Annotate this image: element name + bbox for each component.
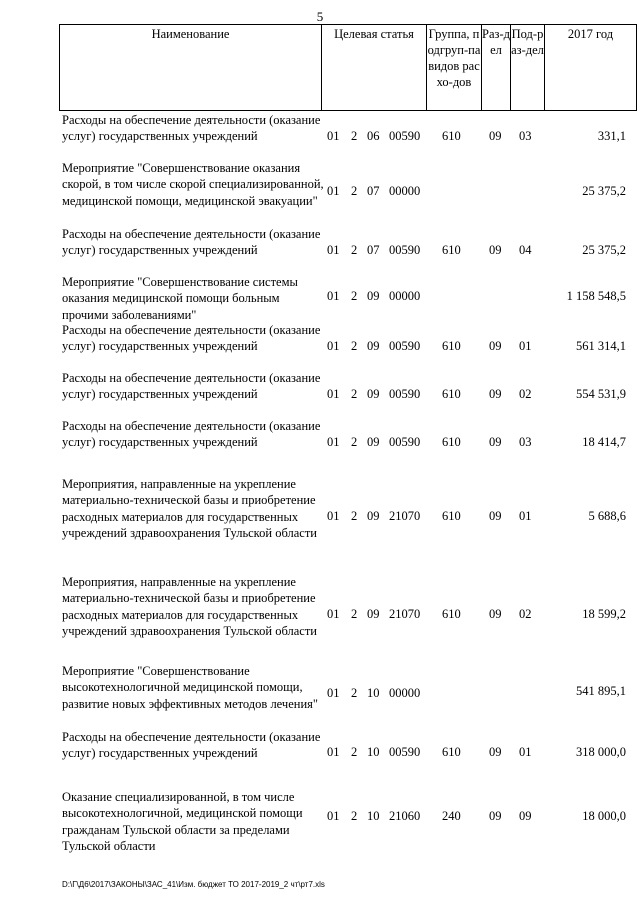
row-name: Расходы на обеспечение деятельности (оказание услуг) государственных учреждений — [62, 227, 321, 258]
row-name: Расходы на обеспечение деятельности (оказание услуг) государственных учреждений — [62, 323, 321, 354]
row-code-d: 21070 — [389, 509, 421, 523]
row-code-d: 00000 — [389, 184, 421, 198]
row-section: 09 — [489, 129, 502, 143]
row-amount: 18 414,7 — [582, 435, 626, 449]
row-code-b: 2 — [351, 387, 358, 401]
row-code-b: 2 — [351, 289, 358, 303]
row-section: 09 — [489, 509, 502, 523]
row-code-c: 10 — [367, 809, 380, 823]
header-group: Группа, подгруп-па видов расхо-дов — [427, 27, 481, 89]
row-amount: 18 599,2 — [582, 607, 626, 621]
row-code-a: 01 — [327, 129, 340, 143]
row-section: 09 — [489, 745, 502, 759]
row-amount: 1 158 548,5 — [566, 289, 626, 303]
row-name: Мероприятие "Совершенствование высокотехнологичной медицинской помощи, развитие новых эффективных методов лечения" — [62, 664, 318, 711]
row-code-c: 09 — [367, 387, 380, 401]
row-code-b: 2 — [351, 243, 358, 257]
header-name: Наименование — [151, 27, 230, 41]
row-code-b: 2 — [351, 686, 358, 700]
row-group: 610 — [442, 387, 461, 401]
row-code-d: 00590 — [389, 435, 421, 449]
row-code-a: 01 — [327, 184, 340, 198]
row-subsection: 04 — [519, 243, 532, 257]
row-subsection: 09 — [519, 809, 532, 823]
row-amount: 5 688,6 — [588, 509, 626, 523]
row-code-a: 01 — [327, 809, 340, 823]
row-name: Мероприятие "Совершенствование системы оказания медицинской помощи больным прочими заболеваниями" — [62, 275, 298, 322]
row-code-d: 00590 — [389, 387, 421, 401]
row-code-a: 01 — [327, 289, 340, 303]
row-subsection: 02 — [519, 387, 532, 401]
row-amount: 18 000,0 — [582, 809, 626, 823]
row-code-c: 07 — [367, 243, 380, 257]
page-number: 5 — [316, 9, 324, 24]
row-code-c: 09 — [367, 339, 380, 353]
row-group: 240 — [442, 809, 461, 823]
row-name: Мероприятия, направленные на укрепление материально-технической базы и приобретение расходных материалов для государственных учреждений здравоохранения Тульской области — [62, 477, 317, 540]
row-subsection: 01 — [519, 745, 532, 759]
row-code-d: 00000 — [389, 686, 421, 700]
row-code-a: 01 — [327, 607, 340, 621]
row-code-a: 01 — [327, 243, 340, 257]
row-group: 610 — [442, 339, 461, 353]
row-amount: 561 314,1 — [576, 339, 626, 353]
row-section: 09 — [489, 339, 502, 353]
row-code-b: 2 — [351, 184, 358, 198]
row-code-b: 2 — [351, 129, 358, 143]
header-section: Раз-дел — [482, 27, 510, 57]
row-name: Расходы на обеспечение деятельности (оказание услуг) государственных учреждений — [62, 113, 321, 144]
row-group: 610 — [442, 509, 461, 523]
row-code-a: 01 — [327, 686, 340, 700]
row-code-a: 01 — [327, 387, 340, 401]
row-section: 09 — [489, 243, 502, 257]
row-name: Расходы на обеспечение деятельности (оказание услуг) государственных учреждений — [62, 371, 321, 402]
row-name: Расходы на обеспечение деятельности (оказание услуг) государственных учреждений — [62, 419, 321, 450]
row-group: 610 — [442, 607, 461, 621]
row-amount: 331,1 — [597, 129, 626, 143]
row-code-b: 2 — [351, 509, 358, 523]
row-code-c: 06 — [367, 129, 380, 143]
row-name: Расходы на обеспечение деятельности (оказание услуг) государственных учреждений — [62, 730, 321, 761]
row-subsection: 01 — [519, 339, 532, 353]
row-amount: 318 000,0 — [576, 745, 626, 759]
file-path-footer: D:\Г\Д6\2017\ЗАКОНЫ\ЗАС_41\Изм. бюджет ТО 2017-2019_2 чт\рт7.xls — [62, 880, 325, 889]
row-code-b: 2 — [351, 435, 358, 449]
row-code-d: 00590 — [389, 339, 421, 353]
row-group: 610 — [442, 243, 461, 257]
row-subsection: 01 — [519, 509, 532, 523]
row-code-c: 07 — [367, 184, 380, 198]
header-bottom-border — [59, 110, 637, 111]
col-divider — [636, 24, 637, 111]
row-amount: 541 895,1 — [576, 684, 626, 698]
row-amount: 25 375,2 — [582, 243, 626, 257]
row-code-c: 09 — [367, 435, 380, 449]
row-section: 09 — [489, 435, 502, 449]
row-code-d: 21070 — [389, 607, 421, 621]
row-code-c: 09 — [367, 289, 380, 303]
row-code-d: 00590 — [389, 243, 421, 257]
row-group: 610 — [442, 745, 461, 759]
row-code-a: 01 — [327, 435, 340, 449]
row-group: 610 — [442, 129, 461, 143]
row-code-b: 2 — [351, 607, 358, 621]
row-code-d: 00590 — [389, 745, 421, 759]
row-name: Мероприятия, направленные на укрепление материально-технической базы и приобретение расходных материалов для государственных учреждений здравоохранения Тульской области — [62, 575, 317, 638]
row-subsection: 03 — [519, 435, 532, 449]
row-code-b: 2 — [351, 339, 358, 353]
row-section: 09 — [489, 607, 502, 621]
header-top-border — [59, 24, 637, 25]
row-subsection: 02 — [519, 607, 532, 621]
row-amount: 554 531,9 — [576, 387, 626, 401]
row-code-b: 2 — [351, 809, 358, 823]
row-code-a: 01 — [327, 509, 340, 523]
row-code-d: 21060 — [389, 809, 421, 823]
row-code-c: 09 — [367, 607, 380, 621]
row-code-a: 01 — [327, 339, 340, 353]
row-code-a: 01 — [327, 745, 340, 759]
row-code-c: 10 — [367, 686, 380, 700]
row-code-c: 09 — [367, 509, 380, 523]
header-year: 2017 год — [567, 27, 614, 41]
row-section: 09 — [489, 809, 502, 823]
row-amount: 25 375,2 — [582, 184, 626, 198]
row-name: Оказание специализированной, в том числе высокотехнологичной, медицинской помощи гражданам Тульской области за пределами Тульской области — [62, 790, 303, 853]
row-name: Мероприятие "Совершенствование оказания скорой, в том числе скорой специализированной, медицинской помощи, медицинской эвакуации" — [62, 161, 324, 208]
row-code-d: 00000 — [389, 289, 421, 303]
header-target: Целевая статья — [334, 27, 414, 41]
row-code-b: 2 — [351, 745, 358, 759]
row-code-d: 00590 — [389, 129, 421, 143]
header-subsection: Под-раз-дел — [511, 27, 544, 57]
row-group: 610 — [442, 435, 461, 449]
row-subsection: 03 — [519, 129, 532, 143]
row-section: 09 — [489, 387, 502, 401]
row-code-c: 10 — [367, 745, 380, 759]
